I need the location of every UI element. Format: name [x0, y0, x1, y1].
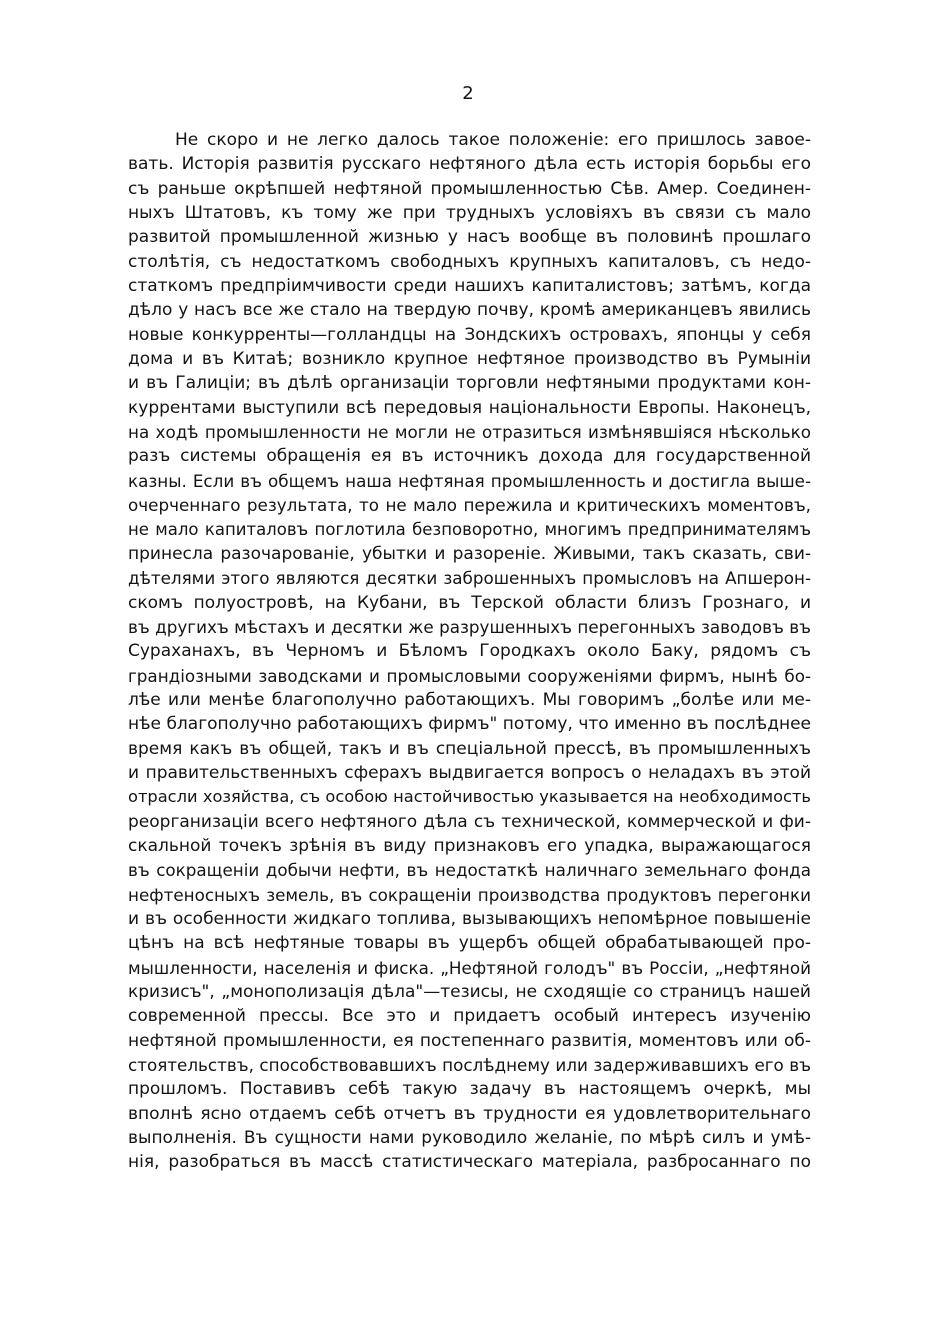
text-line: вать. Исторія развитія русскаго нефтяного дѣла есть исторія борьбы его: [128, 154, 811, 175]
text-line: отрасли хозяйства, съ особою настойчивостью указывается на необходимость: [128, 787, 811, 807]
text-line: ныхъ Штатовъ, къ тому же при трудныхъ условіяхъ въ связи съ мало: [128, 203, 811, 224]
text-line: на ходѣ промышленности не могли не отразиться измѣнявшіяся нѣсколько: [128, 422, 811, 443]
text-line: статкомъ предпріимчивости среди нашихъ капиталистовъ; затѣмъ, когда: [128, 276, 811, 297]
text-line: вполнѣ ясно отдаемъ себѣ отчетъ въ трудности ея удовлетворительнаго: [128, 1103, 811, 1124]
text-line: очерченнаго результата, то не мало пережила и критическихъ моментовъ,: [128, 495, 811, 516]
text-line: стоятельствъ, способствовавшихъ послѣднему или задерживавшихъ его въ: [128, 1055, 811, 1076]
text-line: нефтяной промышленности, ея постепеннаго развитія, моментовъ или об-: [128, 1030, 811, 1051]
text-line: дѣтелями этого являются десятки заброшенныхъ промысловъ на Апшерон-: [128, 568, 811, 589]
text-line: не мало капиталовъ поглотила безповоротно, многимъ предпринимателямъ: [128, 519, 811, 539]
text-line: и въ Галиціи; въ дѣлѣ организаціи торговли нефтяными продуктами кон-: [128, 373, 811, 394]
text-line: развитой промышленной жизнью у насъ вообще въ половинѣ прошлаго: [128, 227, 811, 248]
text-line: и правительственныхъ сферахъ выдвигается вопросъ о неладахъ въ этой: [128, 762, 811, 783]
text-line: Сураханахъ, въ Черномъ и Бѣломъ Городкахъ около Баку, рядомъ съ: [128, 641, 811, 662]
text-line: дома и въ Китаѣ; возникло крупное нефтяное производство въ Румыніи: [128, 349, 811, 370]
page-number: 2: [462, 83, 474, 104]
text-line: разъ системы обращенія ея въ источникъ дохода для государственной: [128, 446, 811, 467]
text-line: въ другихъ мѣстахъ и десятки же разрушенныхъ перегонныхъ заводовъ въ: [128, 616, 811, 637]
text-line: скальной точекъ зрѣнія въ виду признаковъ его упадка, выражающагося: [128, 835, 811, 856]
text-line: грандіозными заводсками и промысловыми сооруженіями фирмъ, нынѣ бо-: [128, 665, 811, 686]
text-line: кризисъ", „монополизація дѣла"—тезисы, не сходящіе со страницъ нашей: [128, 982, 811, 1003]
text-line: прошломъ. Поставивъ себѣ такую задачу въ настоящемъ очеркѣ, мы: [128, 1079, 811, 1100]
text-line: столѣтія, съ недостаткомъ свободныхъ крупныхъ капиталовъ, съ недо-: [128, 251, 811, 272]
text-line: современной прессы. Все это и придаетъ особый интересъ изученію: [128, 1006, 811, 1027]
text-line: новые конкурренты—голландцы на Зондскихъ островахъ, японцы у себя: [128, 324, 811, 345]
text-line: казны. Если въ общемъ наша нефтяная промышленность и достигла выше-: [128, 470, 811, 491]
text-line: куррентами выступили всѣ передовыя національности Европы. Наконецъ,: [128, 397, 811, 418]
text-line: нефтеносныхъ земель, въ сокращеніи производства продуктовъ перегонки: [128, 884, 811, 905]
text-line: нѣе благополучно работающихъ фирмъ" потому, что именно въ послѣднее: [128, 714, 811, 735]
text-line: мышленности, населенія и фиска. „Нефтяной голодъ" въ Россіи, „нефтяной: [128, 957, 811, 978]
text-line: Не скоро и не легко далось такое положеніе: его пришлось завое-: [175, 130, 811, 150]
text-line: нія, разобраться въ массѣ статистическаго матеріала, разбросаннаго по: [128, 1152, 811, 1173]
text-line: лѣе или менѣе благополучно работающихъ. Мы говоримъ „болѣе или ме-: [128, 689, 811, 710]
text-line: реорганизаціи всего нефтяного дѣла съ технической, коммерческой и фи-: [128, 811, 811, 832]
text-line: дѣло у насъ все же стало на твердую почву, кромѣ американцевъ явились: [128, 300, 811, 321]
text-line: время какъ въ общей, такъ и въ спеціальной прессѣ, въ промышленныхъ: [128, 738, 811, 759]
text-line: скомъ полуостровѣ, на Кубани, въ Терской области близъ Грознаго, и: [128, 592, 811, 613]
text-line: выполненія. Въ сущности нами руководило желаніе, по мѣрѣ силъ и умѣ-: [128, 1128, 811, 1149]
text-line: съ раньше окрѣпшей нефтяной промышленностью Сѣв. Амер. Соединен-: [128, 178, 811, 199]
text-line: цѣнъ на всѣ нефтяные товары въ ущербъ общей обрабатывающей про-: [128, 933, 811, 954]
body-text: [128, 128, 811, 1175]
text-line: въ сокращеніи добычи нефти, въ недостаткѣ наличнаго земельнаго фонда: [128, 860, 811, 881]
text-line: принесла разочарованіе, убытки и разореніе. Живыми, такъ сказать, сви-: [128, 543, 811, 564]
text-line: и въ особенности жидкаго топлива, вызывающихъ непомѣрное повышеніе: [128, 909, 811, 929]
